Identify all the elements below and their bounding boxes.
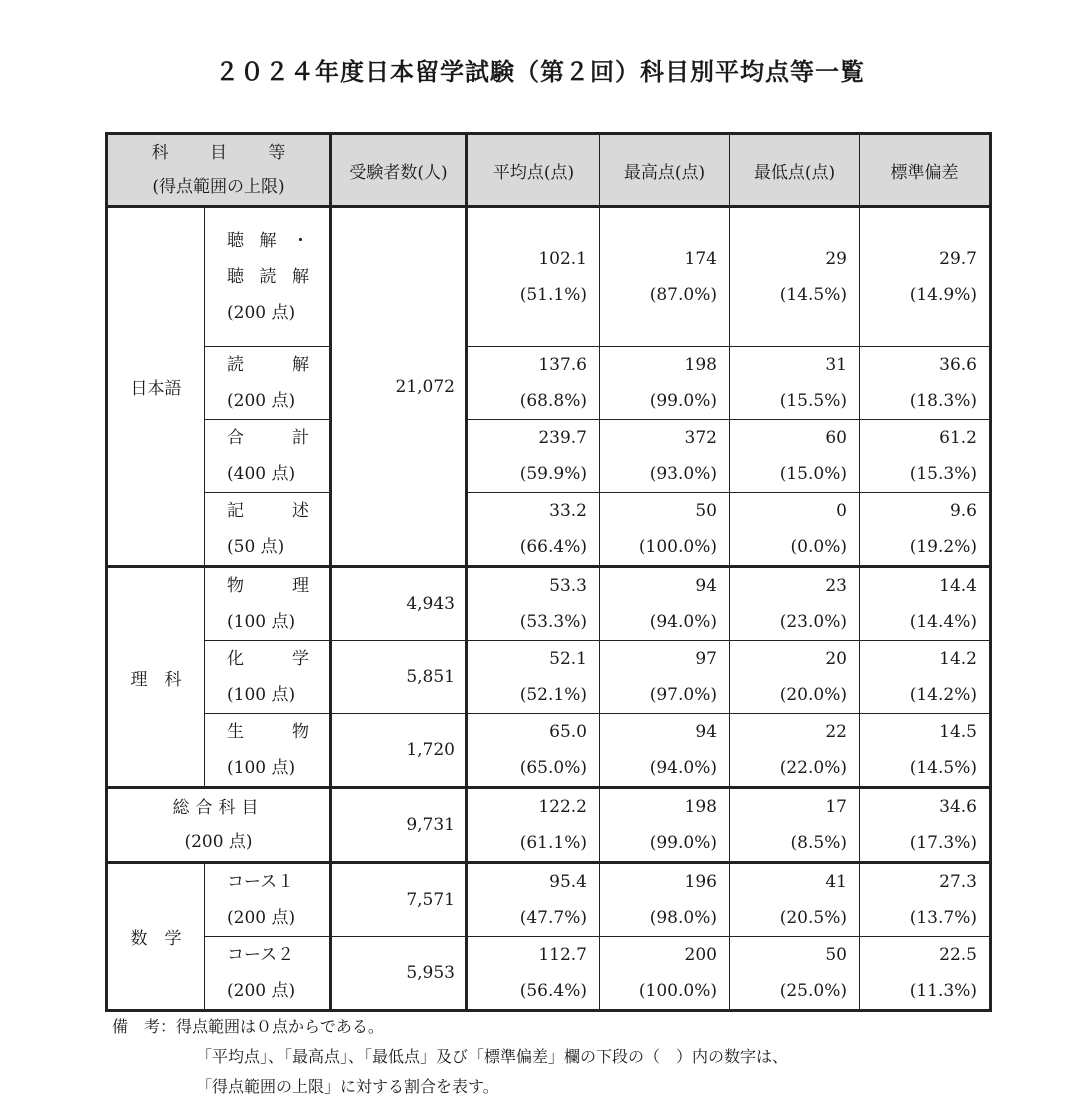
subject-name: 総合科目 xyxy=(172,798,265,818)
cell-highest xyxy=(600,420,730,493)
cell-stddev xyxy=(860,641,991,714)
value: 198 xyxy=(684,797,717,817)
value: 137.6 xyxy=(538,355,587,375)
value: 65.0 xyxy=(549,722,587,742)
value: 14.5 xyxy=(939,722,977,742)
score-table xyxy=(105,132,992,1012)
subject-range: (100 点) xyxy=(227,612,296,632)
percent: (53.3%) xyxy=(519,612,587,632)
cell-stddev xyxy=(860,788,991,863)
value: 196 xyxy=(684,872,717,892)
group-science: 理 科 xyxy=(107,567,205,788)
percent: (18.3%) xyxy=(909,391,977,411)
cell-stddev xyxy=(860,347,991,420)
subject-name: 記述 xyxy=(227,501,309,521)
percent: (97.0%) xyxy=(649,685,717,705)
value: 36.6 xyxy=(939,355,977,375)
percent: (65.0%) xyxy=(519,758,587,778)
examinees-course2: 5,953 xyxy=(331,937,467,1011)
percent: (15.5%) xyxy=(779,391,847,411)
value: 94 xyxy=(695,576,717,596)
subject-reading xyxy=(205,347,331,420)
percent: (52.1%) xyxy=(519,685,587,705)
subject-range: (100 点) xyxy=(227,685,296,705)
cell-average xyxy=(467,863,600,937)
cell-highest xyxy=(600,937,730,1011)
percent: (14.4%) xyxy=(909,612,977,632)
percent: (98.0%) xyxy=(649,908,717,928)
examinees-japanese: 21,072 xyxy=(331,207,467,567)
group-math: 数 学 xyxy=(107,863,205,1011)
cell-lowest xyxy=(730,347,860,420)
percent: (93.0%) xyxy=(649,464,717,484)
cell-average xyxy=(467,641,600,714)
cell-highest xyxy=(600,567,730,641)
cell-highest xyxy=(600,641,730,714)
subject-range: (400 点) xyxy=(227,464,296,484)
cell-stddev xyxy=(860,937,991,1011)
cell-highest xyxy=(600,863,730,937)
table-row xyxy=(107,207,991,347)
value: 14.2 xyxy=(939,649,977,669)
cell-stddev xyxy=(860,714,991,788)
value: 372 xyxy=(684,428,717,448)
page-title: ２０２４年度日本留学試験（第２回）科目別平均点等一覧 xyxy=(215,58,865,86)
value: 174 xyxy=(684,249,717,269)
cell-lowest xyxy=(730,420,860,493)
subject-physics xyxy=(205,567,331,641)
value: 97 xyxy=(695,649,717,669)
cell-average xyxy=(467,788,600,863)
value: 94 xyxy=(695,722,717,742)
examinees-physics: 4,943 xyxy=(331,567,467,641)
percent: (20.0%) xyxy=(779,685,847,705)
cell-lowest xyxy=(730,863,860,937)
table-row xyxy=(107,714,991,788)
cell-average xyxy=(467,714,600,788)
value: 239.7 xyxy=(538,428,587,448)
cell-lowest xyxy=(730,788,860,863)
percent: (59.9%) xyxy=(519,464,587,484)
cell-average xyxy=(467,937,600,1011)
header-average: 平均点(点) xyxy=(467,134,600,207)
value: 102.1 xyxy=(538,249,587,269)
subject-name: 聴解・ xyxy=(227,231,309,251)
subject-range: (200 点) xyxy=(184,832,253,852)
header-highest: 最高点(点) xyxy=(600,134,730,207)
subject-name: 生物 xyxy=(227,722,309,742)
percent: (15.3%) xyxy=(909,464,977,484)
cell-lowest xyxy=(730,207,860,347)
subject-range: (200 点) xyxy=(227,391,296,411)
percent: (14.5%) xyxy=(909,758,977,778)
percent: (61.1%) xyxy=(519,833,587,853)
value: 41 xyxy=(825,872,847,892)
cell-stddev xyxy=(860,863,991,937)
value: 23 xyxy=(825,576,847,596)
value: 198 xyxy=(684,355,717,375)
header-subject-label: 科 目 等 xyxy=(151,143,304,163)
cell-stddev xyxy=(860,420,991,493)
note-line: 「得点範囲の上限」に対する割合を表す。 xyxy=(196,1077,499,1096)
value: 112.7 xyxy=(538,945,587,965)
subject-name: 化学 xyxy=(227,649,309,669)
header-row xyxy=(107,134,991,207)
percent: (99.0%) xyxy=(649,833,717,853)
table-row xyxy=(107,788,991,863)
percent: (0.0%) xyxy=(790,537,847,557)
table-row xyxy=(107,347,991,420)
subject-biology xyxy=(205,714,331,788)
cell-lowest xyxy=(730,493,860,567)
value: 22.5 xyxy=(939,945,977,965)
subject-name: 合計 xyxy=(227,428,309,448)
header-subject xyxy=(107,134,331,207)
value: 33.2 xyxy=(549,501,587,521)
subject-name: コース１ xyxy=(227,872,295,892)
value: 31 xyxy=(825,355,847,375)
cell-highest xyxy=(600,207,730,347)
cell-lowest xyxy=(730,714,860,788)
subject-name: コース２ xyxy=(227,945,295,965)
percent: (19.2%) xyxy=(909,537,977,557)
percent: (23.0%) xyxy=(779,612,847,632)
note-line: 備 考：得点範囲は０点からである。 xyxy=(112,1017,384,1036)
percent: (99.0%) xyxy=(649,391,717,411)
value: 61.2 xyxy=(939,428,977,448)
percent: (100.0%) xyxy=(638,537,717,557)
header-examinees: 受験者数(人) xyxy=(331,134,467,207)
table-row xyxy=(107,641,991,714)
subject-chemistry xyxy=(205,641,331,714)
value: 53.3 xyxy=(549,576,587,596)
notes xyxy=(112,1012,788,1102)
percent: (25.0%) xyxy=(779,981,847,1001)
percent: (94.0%) xyxy=(649,612,717,632)
examinees-chemistry: 5,851 xyxy=(331,641,467,714)
table-row xyxy=(107,937,991,1011)
subject-writing xyxy=(205,493,331,567)
header-lowest: 最低点(点) xyxy=(730,134,860,207)
percent: (94.0%) xyxy=(649,758,717,778)
examinees-course1: 7,571 xyxy=(331,863,467,937)
cell-lowest xyxy=(730,937,860,1011)
value: 14.4 xyxy=(939,576,977,596)
examinees-biology: 1,720 xyxy=(331,714,467,788)
subject-range: (200 点) xyxy=(227,303,296,323)
percent: (66.4%) xyxy=(519,537,587,557)
cell-average xyxy=(467,567,600,641)
cell-average xyxy=(467,420,600,493)
cell-stddev xyxy=(860,493,991,567)
percent: (100.0%) xyxy=(638,981,717,1001)
value: 50 xyxy=(825,945,847,965)
cell-highest xyxy=(600,347,730,420)
value: 27.3 xyxy=(939,872,977,892)
percent: (15.0%) xyxy=(779,464,847,484)
value: 34.6 xyxy=(939,797,977,817)
value: 17 xyxy=(825,797,847,817)
percent: (20.5%) xyxy=(779,908,847,928)
value: 122.2 xyxy=(538,797,587,817)
subject-course2 xyxy=(205,937,331,1011)
subject-range: (50 点) xyxy=(227,537,285,557)
percent: (47.7%) xyxy=(519,908,587,928)
value: 60 xyxy=(825,428,847,448)
table-row xyxy=(107,420,991,493)
subject-course1 xyxy=(205,863,331,937)
value: 20 xyxy=(825,649,847,669)
cell-highest xyxy=(600,714,730,788)
subject-name: 聴読解 xyxy=(227,267,309,287)
subject-listening xyxy=(205,207,331,347)
cell-stddev xyxy=(860,567,991,641)
cell-lowest xyxy=(730,641,860,714)
table-row xyxy=(107,567,991,641)
value: 22 xyxy=(825,722,847,742)
value: 29.7 xyxy=(939,249,977,269)
value: 9.6 xyxy=(949,501,977,521)
cell-average xyxy=(467,493,600,567)
table-row xyxy=(107,863,991,937)
subject-name: 読解 xyxy=(227,355,309,375)
value: 29 xyxy=(825,249,847,269)
cell-highest xyxy=(600,493,730,567)
percent: (14.9%) xyxy=(909,285,977,305)
subject-general xyxy=(107,788,331,863)
percent: (87.0%) xyxy=(649,285,717,305)
percent: (14.5%) xyxy=(779,285,847,305)
percent: (56.4%) xyxy=(519,981,587,1001)
value: 200 xyxy=(684,945,717,965)
header-stddev: 標準偏差 xyxy=(860,134,991,207)
note-line: 「平均点」、「最高点」、「最低点」及び「標準偏差」欄の下段の（ ）内の数字は、 xyxy=(196,1047,789,1066)
value: 52.1 xyxy=(549,649,587,669)
header-subject-range: (得点範囲の上限) xyxy=(152,177,285,197)
value: 95.4 xyxy=(549,872,587,892)
cell-highest xyxy=(600,788,730,863)
subject-name: 物理 xyxy=(227,576,309,596)
percent: (17.3%) xyxy=(909,833,977,853)
subject-range: (200 点) xyxy=(227,981,296,1001)
examinees-general: 9,731 xyxy=(331,788,467,863)
cell-average xyxy=(467,347,600,420)
percent: (11.3%) xyxy=(909,981,977,1001)
percent: (22.0%) xyxy=(779,758,847,778)
cell-average xyxy=(467,207,600,347)
cell-stddev xyxy=(860,207,991,347)
table-row xyxy=(107,493,991,567)
percent: (8.5%) xyxy=(790,833,847,853)
subject-range: (100 点) xyxy=(227,758,296,778)
value: 50 xyxy=(695,501,717,521)
percent: (51.1%) xyxy=(519,285,587,305)
subject-total xyxy=(205,420,331,493)
subject-range: (200 点) xyxy=(227,908,296,928)
value: 0 xyxy=(836,501,847,521)
percent: (13.7%) xyxy=(909,908,977,928)
percent: (68.8%) xyxy=(519,391,587,411)
group-japanese: 日本語 xyxy=(107,207,205,567)
cell-lowest xyxy=(730,567,860,641)
percent: (14.2%) xyxy=(909,685,977,705)
